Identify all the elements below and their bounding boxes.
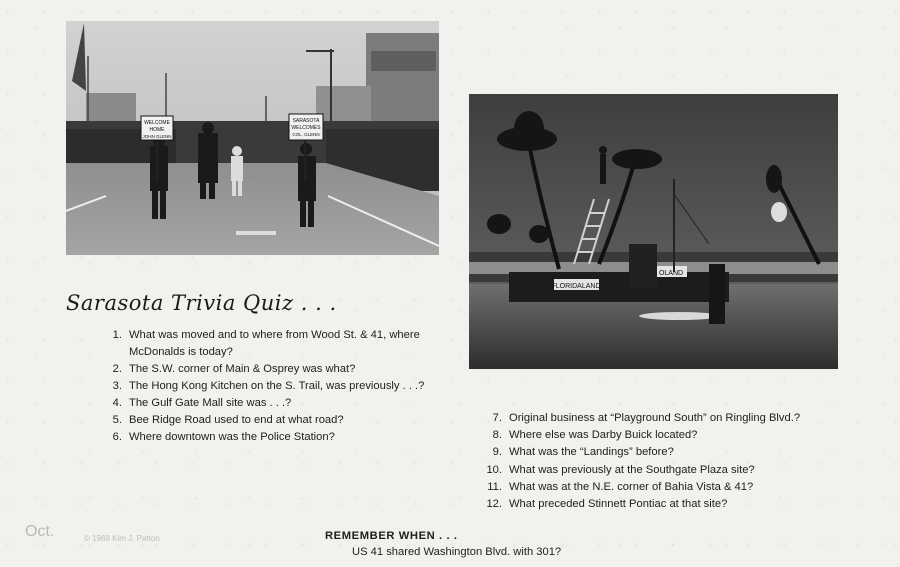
question-item	[96, 412, 466, 429]
sign-left-line-1: WELCOME	[144, 120, 170, 126]
question-item	[96, 429, 466, 446]
question-text: The S.W. corner of Main & Osprey was what?	[129, 363, 356, 375]
question-number: 3.	[112, 380, 122, 392]
question-text: Where else was Darby Buick located?	[509, 429, 698, 442]
question-item	[478, 479, 878, 496]
float-photo	[469, 94, 838, 369]
question-item	[478, 462, 878, 479]
question-text: What was previously at the Southgate Plaza site?	[509, 463, 755, 476]
question-number: 9.	[492, 446, 502, 459]
question-item	[96, 327, 466, 361]
question-text: The Hong Kong Kitchen on the S. Trail, was previously . . .?	[129, 380, 425, 392]
question-number: 1.	[112, 329, 122, 341]
question-text: Original business at “Playground South” on Ringling Blvd.?	[509, 412, 801, 424]
question-item	[478, 444, 878, 461]
question-number: 4.	[112, 397, 122, 409]
question-item	[478, 496, 878, 513]
quiz-questions-right	[478, 410, 878, 513]
question-number: 7.	[492, 412, 502, 424]
sign-right-line-3: COL. GLENN	[292, 132, 320, 137]
float-banner-right: OLAND	[658, 270, 684, 277]
question-item	[96, 361, 466, 378]
float-banner-left: FLORIDALAND	[551, 283, 601, 290]
question-text: What preceded Stinnett Pontiac at that site?	[509, 498, 728, 511]
question-number: 2.	[112, 363, 122, 375]
question-item	[478, 410, 878, 427]
parade-photo	[66, 21, 439, 255]
question-item	[96, 395, 466, 412]
remember-when-text: US 41 shared Washington Blvd. with 301?	[352, 546, 562, 558]
question-number: 10.	[486, 463, 502, 476]
question-text: Where downtown was the Police Station?	[129, 431, 335, 443]
quiz-title: Sarasota Trivia Quiz . . .	[66, 291, 337, 315]
question-text: What was at the N.E. corner of Bahia Vista & 41?	[509, 480, 754, 493]
question-text: The Gulf Gate Mall site was . . .?	[129, 397, 292, 409]
question-item	[96, 378, 466, 395]
sign-right-line-2: WELCOMES	[291, 125, 321, 131]
remember-when-heading: REMEMBER WHEN . . .	[325, 530, 458, 542]
question-number: 5.	[112, 414, 122, 426]
question-text: What was moved and to where from Wood St. & 41, where McDonalds is today?	[129, 329, 420, 358]
month-label: Oct.	[25, 523, 55, 540]
question-number: 11.	[487, 480, 502, 493]
quiz-questions-left	[96, 327, 466, 446]
sign-right-line-1: SARASOTA	[292, 118, 320, 124]
question-item	[478, 427, 878, 444]
question-number: 6.	[112, 431, 122, 443]
sign-left-line-3: JOHN GLENN	[142, 134, 172, 139]
question-number: 12.	[486, 498, 502, 511]
sign-left-line-2: HOME	[149, 127, 165, 133]
question-number: 8.	[492, 429, 502, 442]
copyright-notice: © 1988 Kim J. Patton	[84, 534, 160, 543]
question-text: What was the “Landings” before?	[509, 446, 674, 459]
question-text: Bee Ridge Road used to end at what road?	[129, 414, 344, 426]
